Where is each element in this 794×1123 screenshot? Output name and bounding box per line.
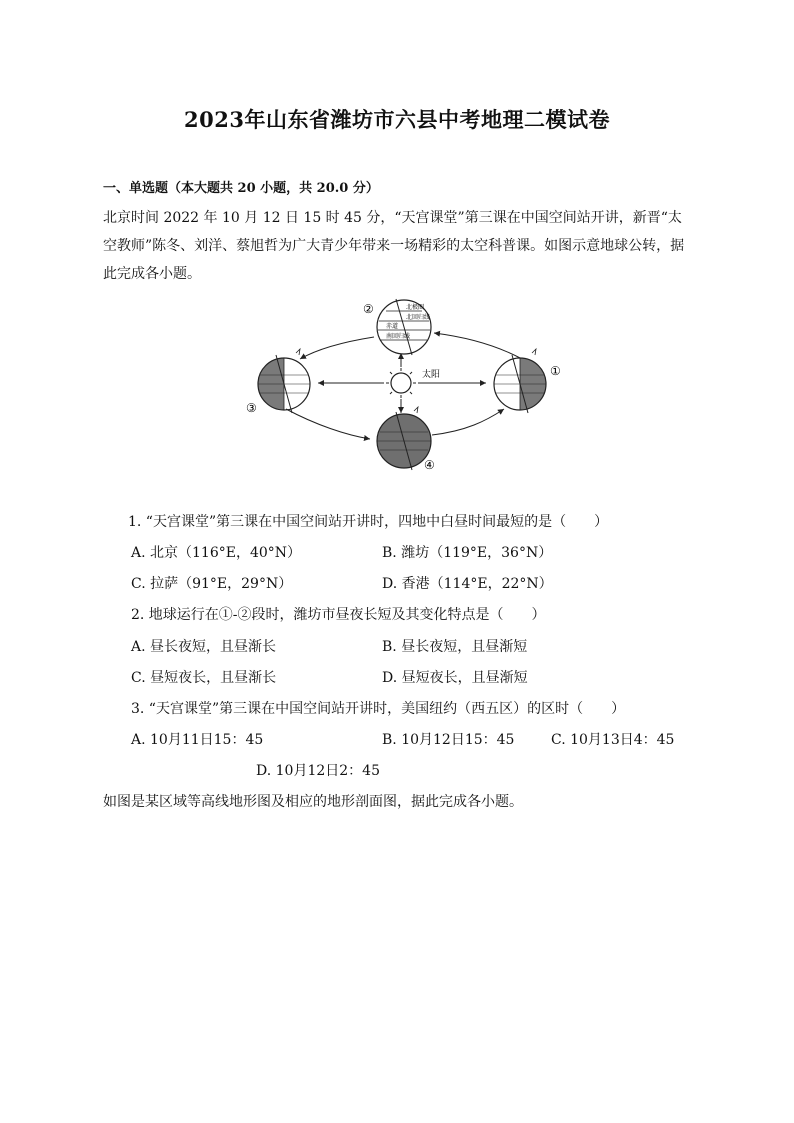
question-2-stem: 2. 地球运行在①-②段时，潍坊市昼夜长短及其变化特点是（ ） [131, 607, 546, 623]
question-1-option-b[interactable]: B. 潍坊（119°E，36°N） [382, 545, 553, 561]
earth-position-1 [494, 349, 546, 413]
sun-icon [386, 368, 416, 398]
orbit-arc-right-top [434, 333, 522, 359]
earth-revolution-figure [236, 297, 566, 475]
question-2-option-a[interactable]: A. 昼长夜短，且昼渐长 [131, 639, 277, 655]
lat-label-tropic-north: 北回归线 [406, 314, 431, 321]
question-3-option-c[interactable]: C. 10月13日4：45 [551, 732, 675, 748]
mark-1: ① [550, 364, 561, 378]
page-title: 2023年山东省潍坊市六县中考地理二模试卷 [184, 107, 610, 132]
mark-4: ④ [424, 458, 435, 472]
lat-label-arctic: 北极圈 [406, 304, 425, 311]
orbit-arc-bottom-right [432, 409, 504, 435]
mark-2: ② [363, 302, 374, 316]
question-1-option-d[interactable]: D. 香港（114°E，22°N） [382, 576, 553, 592]
orbit-diagram [236, 297, 566, 475]
lat-label-equator: 赤道 [386, 323, 399, 330]
question-1-option-a[interactable]: A. 北京（116°E，40°N） [131, 545, 302, 561]
question-intro: 北京时间 2022 年 10 月 12 日 15 时 45 分，“天宫课堂”第三课在中国空间站开讲，新晋“太空教师”陈冬、刘洋、蔡旭哲为广大青少年带来一场精彩的太空科普课。如图示意地球公转，据此完成各小题。 [103, 210, 685, 282]
question-3-option-a[interactable]: A. 10月11日15：45 [131, 732, 264, 748]
earth-position-2 [377, 299, 431, 355]
mark-3: ③ [246, 401, 257, 415]
sun-label: 太阳 [422, 370, 441, 380]
next-question-intro: 如图是某区域等高线地形图及相应的地形剖面图，据此完成各小题。 [103, 794, 523, 810]
lat-label-tropic-south: 南回归线 [386, 333, 411, 340]
earth-position-4 [377, 407, 431, 470]
question-2-option-d[interactable]: D. 昼短夜长，且昼渐短 [382, 670, 528, 686]
orbit-arc-top-left [300, 337, 374, 359]
question-1-stem: 1. “天宫课堂”第三课在中国空间站开讲时，四地中白昼时间最短的是（ ） [128, 514, 609, 530]
question-2-option-c[interactable]: C. 昼短夜长，且昼渐长 [131, 670, 277, 686]
section-heading: 一、单选题（本大题共 20 小题，共 20.0 分） [103, 181, 379, 196]
question-2-option-b[interactable]: B. 昼长夜短，且昼渐短 [382, 639, 528, 655]
question-3-option-b[interactable]: B. 10月12日15：45 [382, 732, 515, 748]
question-3-stem: 3. “天宫课堂”第三课在中国空间站开讲时，美国纽约（西五区）的区时（ ） [131, 701, 626, 717]
question-1-option-c[interactable]: C. 拉萨（91°E，29°N） [131, 576, 293, 592]
orbit-arc-left-bottom [286, 409, 370, 439]
question-3-option-d[interactable]: D. 10月12日2：45 [256, 763, 380, 779]
earth-position-3 [258, 349, 310, 413]
